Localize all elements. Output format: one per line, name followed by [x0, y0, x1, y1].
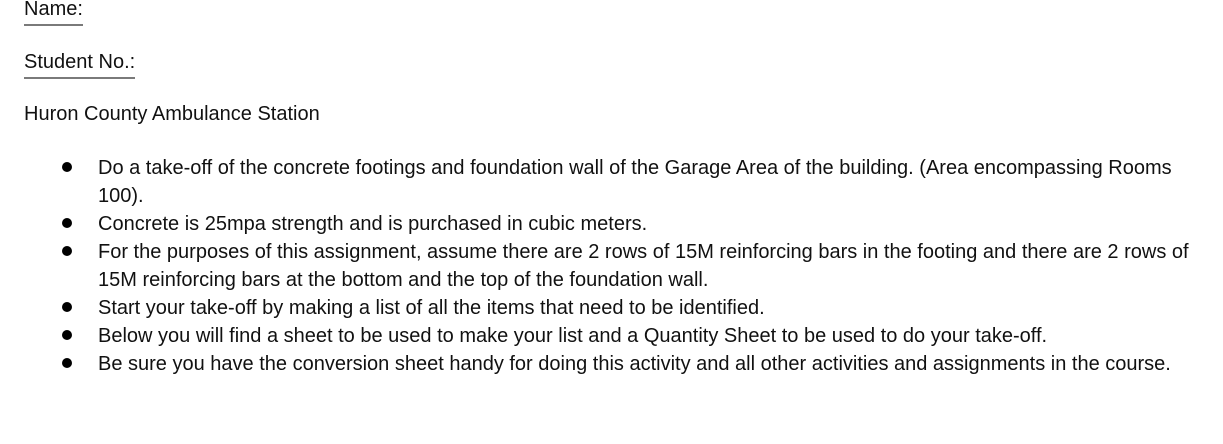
- instruction-item: [0, 210, 1223, 238]
- instruction-text: Concrete is 25mpa strength and is purchased in cubic meters.: [98, 213, 648, 235]
- instruction-text: Below you will find a sheet to be used to make your list and a Quantity Sheet to be used to do your take-off.: [98, 325, 1048, 347]
- instruction-text: Start your take-off by making a list of all the items that need to be identified.: [98, 297, 765, 319]
- bullet-icon: [62, 218, 72, 228]
- student-number-field-label: Student No.:: [24, 50, 135, 79]
- bullet-icon: [62, 246, 72, 256]
- instruction-list: [0, 154, 1223, 378]
- name-field-label: Name:: [24, 0, 83, 26]
- bullet-icon: [62, 162, 72, 172]
- instruction-item: [0, 154, 1223, 210]
- instruction-text: For the purposes of this assignment, assume there are 2 rows of 15M reinforcing bars in the footing and there are 2 rows of 15M reinforcing bars at the bottom and the top of the foundation wall.: [98, 241, 1189, 291]
- instruction-item: [0, 238, 1223, 294]
- instruction-item: [0, 350, 1223, 378]
- instruction-item: [0, 322, 1223, 350]
- instruction-item: [0, 294, 1223, 322]
- instruction-text: Be sure you have the conversion sheet handy for doing this activity and all other activities and assignments in the course.: [98, 353, 1171, 375]
- bullet-icon: [62, 302, 72, 312]
- instruction-text: Do a take-off of the concrete footings and foundation wall of the Garage Area of the building. (Area encompassing Rooms 100).: [98, 157, 1172, 207]
- bullet-icon: [62, 358, 72, 368]
- document-title: Huron County Ambulance Station: [24, 103, 320, 125]
- bullet-icon: [62, 330, 72, 340]
